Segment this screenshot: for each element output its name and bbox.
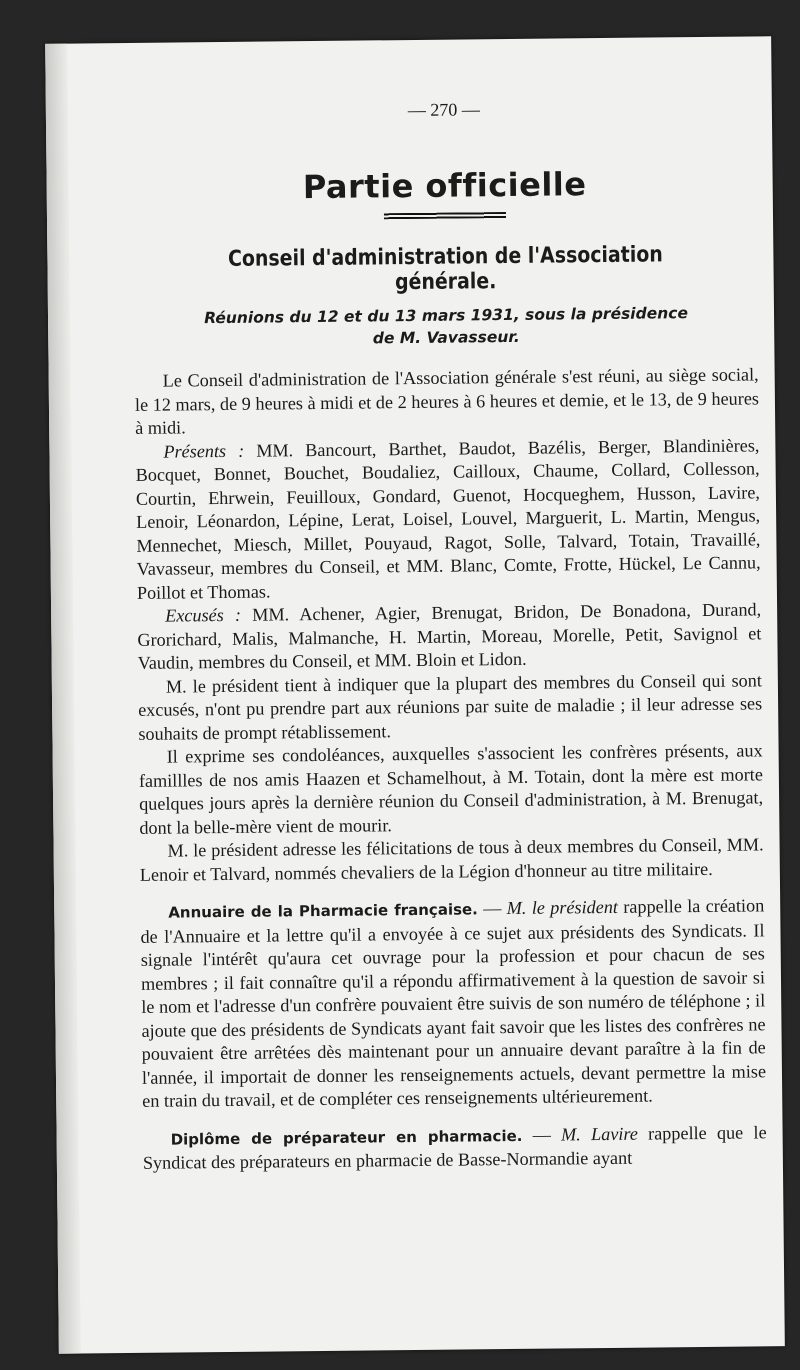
section-subheading (134, 301, 758, 352)
annuaire-dash: — (477, 898, 507, 919)
page-title: Partie officielle (302, 165, 587, 207)
page-binding-edge (45, 44, 81, 1354)
annuaire-text: rappelle la création de l'Annuaire et la lettre qu'il a envoyée à ce sujet aux présidents des Syndicats. Il signale l'intérêt qu'aura cet ouvrage pour la profession et pour chacun de ses membres ; il fait connaître qu'il a répondu affirmativement à la question de savoir si le nom et l'adresse d'un confrère pouvaient être suivis de son numéro de téléphone ; il ajoute que des présidents de Syndicats ayant fait savoir que les listes des confrères ne pouvaient être arrêtées dès maintenant pour un annuaire devant paraître à la fin de l'année, il importait de donner les renseignements actuels, devant permettre la mise en train du travail, et de compléter ces renseignements ultérieurement. (140, 895, 767, 1111)
diplome-text: rappelle que le Syndicat des préparateurs en pharmacie de Basse-Normandie ayant (142, 1121, 767, 1173)
diplome-speaker: M. Lavire (560, 1123, 638, 1144)
excuses-text: MM. Achener, Agier, Brenugat, Bridon, De Bonadona, Durand, Grorichard, Malis, Malmanche, H. Martin, Moreau, Morelle, Petit, Savignol et Vaudin, membres du Conseil, et MM. Bloin et Lidon. (137, 599, 762, 673)
excuses-label: Excusés : (165, 604, 242, 626)
title-rule (384, 212, 506, 219)
page-number: — 270 — (407, 99, 480, 121)
subheading-line-2: de M. Vavasseur. (372, 327, 520, 348)
document-page (45, 36, 785, 1354)
excuses-paragraph (137, 598, 762, 675)
page-content (132, 96, 767, 1175)
diplome-title: Diplôme de préparateur en pharmacie. (170, 1126, 523, 1149)
presents-text: MM. Bancourt, Barthet, Baudot, Bazélis, Berger, Blandinières, Bocquet, Bonnet, Bouchet, Boudaliez, Cailloux, Chaume, Collard, Collesson, Courtin, Ehrwein, Feuilloux, Gondard, Guenot, Hocqueghem, Husson, Lavire, Lenoir, Léonardon, Lépine, Lerat, Loisel, Louvel, Marguerit, L. Martin, Mengus, Mennechet, Miesch, Millet, Pouyaud, Ragot, Solle, Talvard, Totain, Travaillé, Vavasseur, membres du Conseil, et MM. Blanc, Comte, Frotte, Hückel, Le Cannu, Poillot et Thomas. (135, 434, 761, 603)
annuaire-section (140, 894, 766, 1113)
diplome-section (143, 1121, 767, 1176)
diplome-dash: — (522, 1123, 562, 1145)
presents-label: Présents : (163, 440, 245, 462)
condolences-paragraph: Il exprime ses condoléances, auxquelles s'associent les confrères présents, aux famillles de nos amis Haazen et Schamelhout, à M. Totain, dont la mère est morte quelques jours après la dernière réunion du Conseil d'administration, à M. Brenugat, dont la belle-mère vient de mourir. (138, 740, 764, 838)
congratulations-paragraph: M. le président adresse les félicitations de tous à deux membres du Conseil, MM. Lenoir et Talvard, nommés chevaliers de la Légion d'honneur au titre militaire. (139, 834, 764, 885)
president-paragraph: M. le président tient à indiquer que la plupart des membres du Conseil qui sont excusés, n'ont pu prendre part aux réunions par suite de maladie ; il leur adresse ses souhaits de prompt rétablissement. (138, 669, 763, 744)
presents-paragraph (135, 434, 761, 605)
annuaire-speaker: M. le président (506, 896, 619, 919)
intro-paragraph: Le Conseil d'administration de l'Association générale s'est réuni, au siège social, le 12 mars, de 9 heures à midi et de 2 heures à 6 heures et demie, et le 13, de 9 heures à midi. (134, 364, 760, 438)
section-heading: Conseil d'administration de l'Association générale. (227, 242, 663, 296)
annuaire-title: Annuaire de la Pharmacie française. (168, 900, 478, 922)
subheading-line-1: Réunions du 12 et du 13 mars 1931, sous la présidence (204, 304, 689, 328)
